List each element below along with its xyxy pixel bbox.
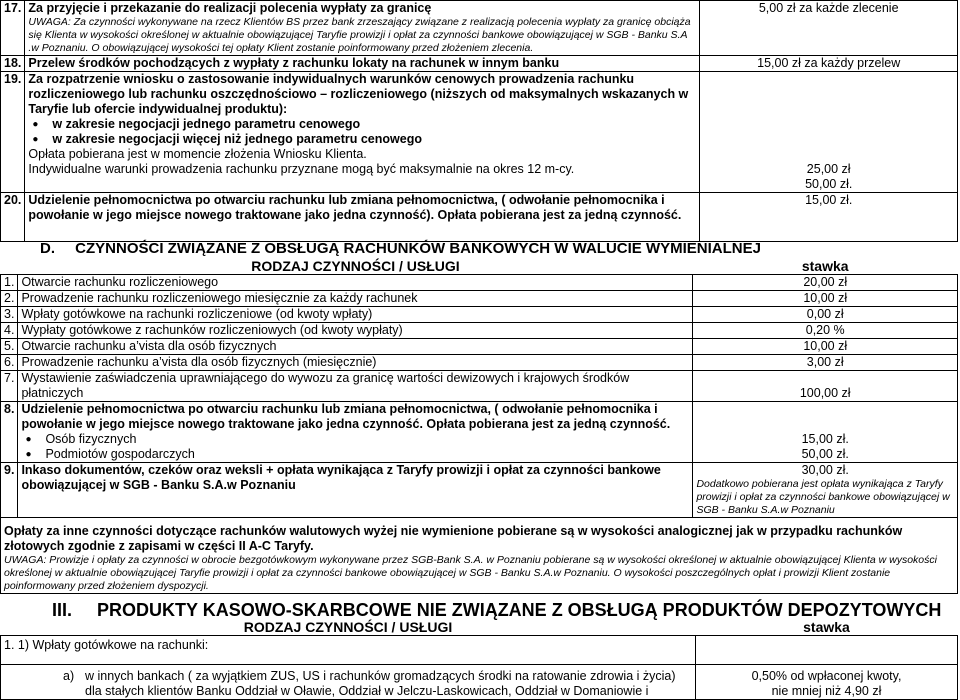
- footer-cell: [1, 518, 958, 594]
- bullet-rate: 50,00 zł.: [805, 177, 853, 191]
- row-title: Za przyjęcie i przekazanie do realizacji polecenia wypłaty za granicę: [28, 1, 432, 15]
- rate-value: 50,00 zł.: [801, 447, 849, 461]
- list-item: ● Osób fizycznych: [45, 432, 689, 447]
- table-header: [1, 620, 958, 636]
- row-text: Prowadzenie rachunku a’vista dla osób fizycznych (miesięcznie): [18, 355, 693, 371]
- row-number: 18.: [1, 56, 25, 72]
- column-header: stawka: [801, 258, 849, 274]
- row-text: Udzielenie pełnomocnictwa po otwarciu rachunku lub zmiana pełnomocnictwa, ( odwołanie pełnomocnika i powołanie w jego miejsce nowego traktowane jako jedna czynność. Opłata pobierana jest za jedną czynność.: [21, 402, 671, 431]
- row-title: Udzielenie pełnomocnictwa po otwarciu rachunku lub zmiana pełnomocnictwa, ( odwołanie pełnomocnika i powołanie w jego miejsce nowego traktowane jako jedna czynność). Opłata pobierana jest za jedną czynność.: [25, 193, 700, 242]
- table-row: [1, 307, 958, 323]
- row-rate: 0,00 zł: [693, 307, 958, 323]
- row-description: [25, 72, 700, 193]
- rate-value: 0,50% od wpłaconej kwoty,: [751, 669, 902, 683]
- section-title: CZYNNOŚCI ZWIĄZANE Z OBSŁUGĄ RACHUNKÓW BANKOWYCH W WALUCIE WYMIENIALNEJ: [75, 240, 761, 257]
- row-text: Prowadzenie rachunku rozliczeniowego miesięcznie za każdy rachunek: [18, 291, 693, 307]
- bullet-list: [21, 432, 689, 462]
- row-rate: [693, 463, 958, 518]
- table-row: [1, 275, 958, 291]
- rate-note: Dodatkowo pobierana jest opłata wynikająca z Taryfy prowizji i opłat za czynności bankowe obowiązującej w SGB - Banku S.A.w Poznaniu: [696, 478, 950, 516]
- footer-text: Opłaty za inne czynności dotyczące rachunków walutowych wyżej nie wymienione pobierane są w wysokości analogicznej jak w przypadku rachunków złotowych zgodnie z zapisami w części II A-C Taryfy.: [4, 524, 903, 553]
- table-row: [1, 518, 958, 594]
- table-row: [1, 355, 958, 371]
- fee-table-top: [0, 0, 958, 242]
- row-number: 5.: [1, 339, 18, 355]
- section-d-heading: [40, 240, 761, 257]
- column-header: stawka: [696, 620, 958, 636]
- footer-note: UWAGA: Prowizje i opłaty za czynności w obrocie bezgotówkowym wykonywane przez SGB-Bank S.A. w Poznaniu pobierane są w wysokości określonej w aktualnie obowiązującej Klienta w wysokości określonej w aktualnie obowiązującej Taryfie prowizji i opłat za czynności bankowe obowiązującej w SGB - Banku S.A.w Poznaniu. O wysokości poszczególnych opłat i prowizji Klient zostanie poinformowany przed złożeniem dyspozycji.: [4, 554, 937, 592]
- table-row: [1, 193, 958, 242]
- section-iii-heading: [52, 600, 941, 621]
- row-rate: 0,20 %: [693, 323, 958, 339]
- table-row: [1, 56, 958, 72]
- row-rate: [696, 665, 958, 700]
- column-header: RODZAJ CZYNNOŚCI / USŁUGI: [251, 258, 460, 274]
- row-description: [1, 665, 696, 700]
- row-text: Otwarcie rachunku rozliczeniowego: [18, 275, 693, 291]
- row-text: Wpłaty gotówkowe na rachunki rozliczeniowe (od kwoty wpłaty): [18, 307, 693, 323]
- row-number: 8.: [1, 402, 18, 463]
- fee-table-d: [0, 259, 958, 594]
- list-item: ● Podmiotów gospodarczych: [45, 447, 689, 462]
- section-numeral: III.: [52, 600, 73, 620]
- list-item: ● w zakresie negocjacji więcej niż jednego parametru cenowego: [52, 132, 696, 147]
- row-number: 6.: [1, 355, 18, 371]
- row-rate: 10,00 zł: [693, 291, 958, 307]
- table-row: [1, 72, 958, 193]
- row-description: [25, 1, 700, 56]
- row-label: 1. 1) Wpłaty gotówkowe na rachunki:: [1, 636, 696, 665]
- table-row: [1, 636, 958, 665]
- table-row: [1, 665, 958, 700]
- table-row: [1, 291, 958, 307]
- list-item: ● w zakresie negocjacji jednego parametru cenowego: [52, 117, 696, 132]
- row-number: 17.: [1, 1, 25, 56]
- row-text: Wypłaty gotówkowe z rachunków rozliczeniowych (od kwoty wypłaty): [18, 323, 693, 339]
- section-title: PRODUKTY KASOWO-SKARBCOWE NIE ZWIĄZANE Z OBSŁUGĄ PRODUKTÓW DEPOZYTOWYCH: [97, 600, 942, 620]
- row-number: 2.: [1, 291, 18, 307]
- rate-value: 30,00 zł.: [801, 463, 849, 477]
- table-row: [1, 402, 958, 463]
- row-rate: 15,00 zł.: [700, 193, 958, 242]
- item-prefix: a): [63, 669, 75, 683]
- bullet-list: [28, 117, 696, 147]
- bullet-rate: 25,00 zł: [806, 162, 851, 176]
- row-title: Przelew środków pochodzących z wypłaty z rachunku lokaty na rachunek w innym banku: [25, 56, 700, 72]
- row-title: Za rozpatrzenie wniosku o zastosowanie indywidualnych warunków cenowych prowadzenia rachunku rozliczeniowego lub rachunku oszczędnościowo – rozliczeniowego (niższych od maksymalnych wskazanych w Taryfie lub ofercie indywidualnej produktu):: [28, 72, 689, 116]
- fee-table-iii: [0, 620, 958, 700]
- row-rate: 3,00 zł: [693, 355, 958, 371]
- table-row: [1, 323, 958, 339]
- row-number: 19.: [1, 72, 25, 193]
- rate-value: 100,00 zł: [799, 386, 851, 400]
- section-letter: D.: [40, 240, 55, 257]
- table-row: [1, 463, 958, 518]
- row-number: 3.: [1, 307, 18, 323]
- row-text: Wystawienie zaświadczenia uprawniającego do wywozu za granicę wartości dewizowych i krajowych środków płatniczych: [18, 371, 693, 402]
- table-row: [1, 339, 958, 355]
- row-rate: [693, 371, 958, 402]
- row-note: UWAGA: Za czynności wykonywane na rzecz Klientów BS przez bank zrzeszający związane z realizacją polecenia wypłaty za granicę obciąża się Klienta w wysokości określonej w aktualnie obowiązującej Taryfie prowizji i opłat za czynności bankowe obowiązującej w SGB - Banku S.A .w Poznaniu. O obowiązującej wysokości tej opłaty Klient zostanie poinformowany przed złożeniem zlecenia.: [28, 16, 691, 54]
- rate-value: 15,00 zł.: [801, 432, 849, 446]
- row-number: 1.: [1, 275, 18, 291]
- row-text: Otwarcie rachunku a’vista dla osób fizycznych: [18, 339, 693, 355]
- row-description: [18, 402, 693, 463]
- row-rate: [693, 402, 958, 463]
- row-number: 7.: [1, 371, 18, 402]
- row-rate: 10,00 zł: [693, 339, 958, 355]
- row-rate: 15,00 zł za każdy przelew: [700, 56, 958, 72]
- row-rate: 5,00 zł za każde zlecenie: [700, 1, 958, 56]
- row-line: Opłata pobierana jest w momencie złożenia Wniosku Klienta.: [28, 147, 367, 161]
- column-header: RODZAJ CZYNNOŚCI / USŁUGI: [1, 620, 696, 636]
- row-line: Indywidualne warunki prowadzenia rachunku przyznane mogą być maksymalnie na okres 12 m-cy.: [28, 162, 575, 176]
- row-text: Inkaso dokumentów, czeków oraz weksli + opłata wynikająca z Taryfy prowizji i opłat za czynności bankowe obowiązującej w SGB - Banku S.A.w Poznaniu: [18, 463, 693, 518]
- row-number: 4.: [1, 323, 18, 339]
- table-row: [1, 1, 958, 56]
- table-row: [1, 371, 958, 402]
- row-text: w innych bankach ( za wyjątkiem ZUS, US i rachunków gromadzących środki na ratowanie zdrowia i życia) dla stałych klientów Banku Oddział w Oławie, Oddział w Jelczu-Laskowicach, Oddział w Domaniowie i: [85, 669, 676, 698]
- row-rate: [700, 72, 958, 193]
- table-header: [1, 259, 958, 275]
- row-rate: 20,00 zł: [693, 275, 958, 291]
- rate-value: nie mniej niż 4,90 zł: [771, 684, 882, 698]
- row-number: 20.: [1, 193, 25, 242]
- row-number: 9.: [1, 463, 18, 518]
